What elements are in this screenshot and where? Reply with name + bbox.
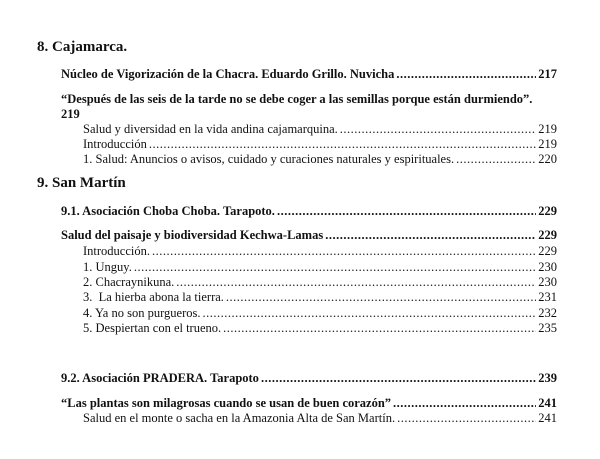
page-number: 232 [538,306,557,320]
entry-title: 1. Salud: Anuncios o avisos, cuidado y curaciones naturales y espirituales. [83,152,455,166]
toc-entry-despues-title[interactable]: “Después de las seis de la tarde no se debe coger a las semillas porque están durmiendo”. [61,92,533,106]
dot-leader [277,204,536,219]
dot-leader [226,290,536,305]
toc-entry-unguy[interactable] [83,260,557,275]
page-number: 230 [538,275,557,289]
page-number: 220 [538,152,557,166]
toc-entry-monte[interactable] [83,411,557,426]
entry-title: 4. Ya no son purgueros. [83,306,201,320]
toc-entry-pradera[interactable] [61,371,557,386]
page-number: 229 [538,204,557,218]
toc-entry-nucleo[interactable] [61,67,557,82]
entry-title: Núcleo de Vigorización de la Chacra. Eduardo Grillo. Nuvicha [61,67,395,81]
entry-title: 1. Unguy. [83,260,132,274]
toc-entry-chacraynikuna[interactable] [83,275,557,290]
page-number: 235 [538,321,557,335]
page-number: 241 [538,411,557,425]
toc-entry-despues-page: 219 [61,107,80,121]
dot-leader [396,67,536,82]
toc-entry-salud-diversidad[interactable] [83,122,557,137]
section-heading-cajamarca: 8. Cajamarca. [37,39,128,55]
entry-title: 9.2. Asociación PRADERA. Tarapoto [61,371,259,385]
dot-leader [203,306,537,321]
entry-title: 5. Despiertan con el trueno. [83,321,222,335]
dot-leader [152,244,536,259]
toc-entry-trueno[interactable] [83,321,557,336]
dot-leader [456,152,536,167]
dot-leader [340,122,536,137]
dot-leader [397,411,536,426]
section-heading-san-martin: 9. San Martín [37,175,126,191]
page-number: 219 [538,137,557,151]
toc-entry-hierba[interactable] [83,290,557,305]
page-number: 229 [538,228,557,242]
page-number: 230 [538,260,557,274]
page-number: 219 [538,122,557,136]
dot-leader [176,275,536,290]
entry-title: “Las plantas son milagrosas cuando se usan de buen corazón” [61,396,392,410]
toc-entry-introduccion-1[interactable] [83,137,557,152]
entry-title: Salud en el monte o sacha en la Amazonia Alta de San Martín. [83,411,396,425]
page-number: 229 [538,244,557,258]
toc-entry-plantas[interactable] [61,396,557,411]
page-number: 231 [538,290,557,304]
entry-title: 9.1. Asociación Choba Choba. Tarapoto. [61,204,275,218]
entry-title: Salud y diversidad en la vida andina cajamarquina. [83,122,338,136]
toc-entry-salud-anuncios[interactable] [83,152,557,167]
entry-title: 3. La hierba abona la tierra. [83,290,224,304]
dot-leader [134,260,536,275]
entry-title: Salud del paisaje y biodiversidad Kechwa-Lamas [61,228,324,242]
toc-entry-choba[interactable] [61,204,557,219]
toc-entry-paisaje[interactable] [61,228,557,243]
page-number: 239 [538,371,557,385]
entry-title: 2. Chacraynikuna. [83,275,175,289]
dot-leader [393,396,536,411]
toc-entry-purgueros[interactable] [83,306,557,321]
dot-leader [223,321,536,336]
page-number: 217 [538,67,557,81]
dot-leader [261,371,536,386]
entry-title: Introducción [83,137,147,151]
toc-entry-introduccion-2[interactable] [83,244,557,259]
dot-leader [149,137,536,152]
entry-title: Introducción. [83,244,150,258]
page-number: 241 [538,396,557,410]
dot-leader [325,228,536,243]
